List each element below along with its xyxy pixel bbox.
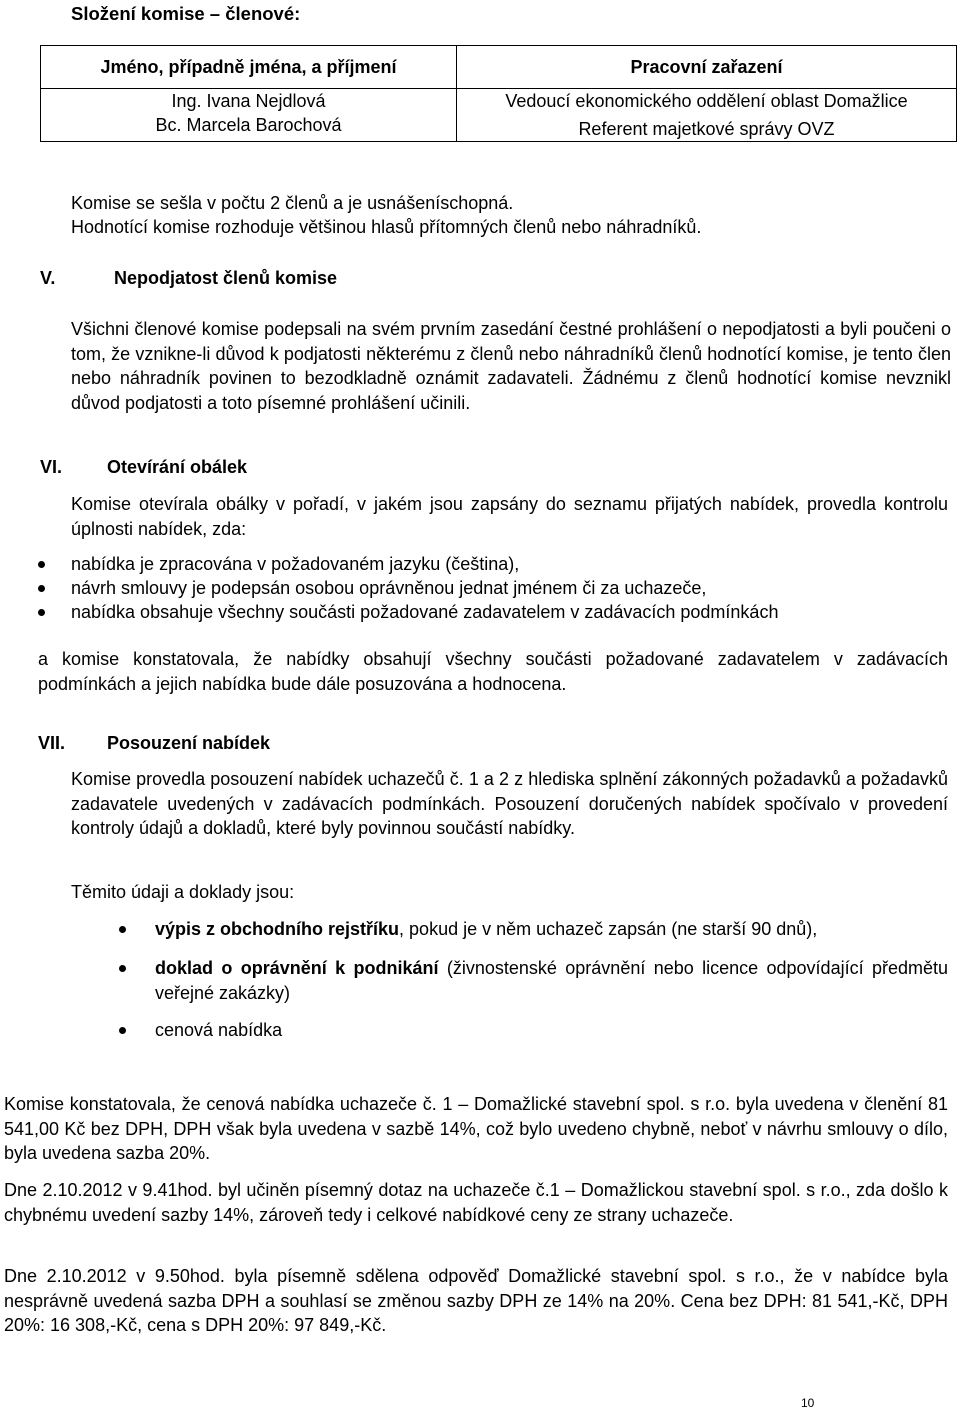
page-number: 10 xyxy=(801,1396,815,1410)
closing-paragraph: Dne 2.10.2012 v 9.41hod. byl učiněn písemný dotaz na uchazeče č.1 – Domažlickou stavební spol. s r.o., zda došlo k chybnému uvedení sazby 14%, zároveň tedy i celkové nabídkové ceny ze strany uchazeče. xyxy=(4,1180,948,1225)
member-position: Referent majetkové správy OVZ xyxy=(578,119,835,139)
section-7-number: VII. xyxy=(38,733,66,753)
table-row xyxy=(41,89,957,142)
member-name: Ing. Ivana Nejdlová xyxy=(171,91,326,111)
doc-name: doklad o oprávnění k podnikání xyxy=(155,958,439,978)
section-6-intro: Komise otevírala obálky v pořadí, v jakém jsou zapsány do seznamu přijatých nabídek, provedla kontrolu úplnosti nabídek, zda: xyxy=(71,494,948,539)
list-item-text: návrh smlouvy je podepsán osobou oprávněnou jednat jménem či za uchazeče, xyxy=(71,578,707,598)
section-5-text: Všichni členové komise podepsali na svém prvním zasedání čestné prohlášení o nepodjatosti a byli poučeni o tom, že vznikne-li důvod k podjatosti některému z členů nebo náhradníků členů hodnotící komise, je tento člen nebo náhradník povinen to bezodkladně oznámit zadavateli. Žádnému z členů hodnotící komise nevznikl důvod podjatosti a toto písemné prohlášení učinili. xyxy=(71,319,951,413)
members-heading: Složení komise – členové: xyxy=(71,3,301,24)
members-table xyxy=(40,45,957,142)
member-position: Vedoucí ekonomického oddělení oblast Domažlice xyxy=(505,91,908,111)
list-item-text: nabídka obsahuje všechny součásti požadované zadavatelem v zadávacích podmínkách xyxy=(71,602,779,622)
doc-name: výpis z obchodního rejstříku xyxy=(155,919,400,939)
section-6-number: VI. xyxy=(40,457,63,477)
member-name: Bc. Marcela Barochová xyxy=(155,115,342,135)
section-5-title: Nepodjatost členů komise xyxy=(114,268,338,288)
doc-desc: (živnostenské oprávnění nebo licence odpovídající předmětu veřejné zakázky) xyxy=(155,958,948,1003)
list-item-text: nabídka je zpracována v požadovaném jazyku (čeština), xyxy=(71,554,520,574)
bullet-icon xyxy=(38,561,45,568)
section-7-text: Komise provedla posouzení nabídek uchazečů č. 1 a 2 z hlediska splnění zákonných požadavků a požadavků zadavatele uvedených v zadávacích podmínkách. Posouzení doručených nabídek spočívalo v provedení kontroly údajů a dokladů, které byly povinnou součástí nabídky. xyxy=(71,769,948,838)
section-6-conclusion: a komise konstatovala, že nabídky obsahují všechny součásti požadované zadavatelem v zadávacích podmínkách a jejich nabídka bude dále posuzována a hodnocena. xyxy=(38,649,948,694)
doc-desc: , pokud je v něm uchazeč zapsán (ne starší 90 dnů), xyxy=(399,919,818,939)
section-5-number: V. xyxy=(40,268,56,288)
doc-desc: cenová nabídka xyxy=(155,1020,283,1040)
bullet-icon xyxy=(119,1027,126,1034)
quorum-line-1: Komise se sešla v počtu 2 členů a je usnášeníschopná. xyxy=(71,193,514,213)
section-6-title: Otevírání obálek xyxy=(107,457,248,477)
quorum-line-2: Hodnotící komise rozhoduje většinou hlasů přítomných členů nebo náhradníků. xyxy=(71,217,702,237)
closing-paragraph: Dne 2.10.2012 v 9.50hod. byla písemně sdělena odpověď Domažlické stavební spol. s r.o., že v nabídce byla nesprávně uvedená sazba DPH a souhlasí se změnou sazby DPH ze 14% na 20%. Cena bez DPH: 81 541,-Kč, DPH 20%: 16 308,-Kč, cena s DPH 20%: 97 849,-Kč. xyxy=(4,1266,948,1335)
bullet-icon xyxy=(38,609,45,616)
bullet-icon xyxy=(119,965,126,972)
section-7-docs-intro: Těmito údaji a doklady jsou: xyxy=(71,882,295,902)
table-header-position: Pracovní zařazení xyxy=(457,46,957,89)
closing-paragraph: Komise konstatovala, že cenová nabídka uchazeče č. 1 – Domažlické stavební spol. s r.o. byla uvedena v členění 81 541,00 Kč bez DPH, DPH však byla uvedena v sazbě 14%, což bylo uvedeno chybně, neboť v návrhu smlouvy o dílo, byla uvedena sazba 20%. xyxy=(4,1094,948,1163)
section-7-title: Posouzení nabídek xyxy=(107,733,271,753)
table-header-row xyxy=(41,46,957,89)
bullet-icon xyxy=(119,926,126,933)
table-header-name: Jméno, případně jména, a příjmení xyxy=(41,46,457,89)
bullet-icon xyxy=(38,585,45,592)
